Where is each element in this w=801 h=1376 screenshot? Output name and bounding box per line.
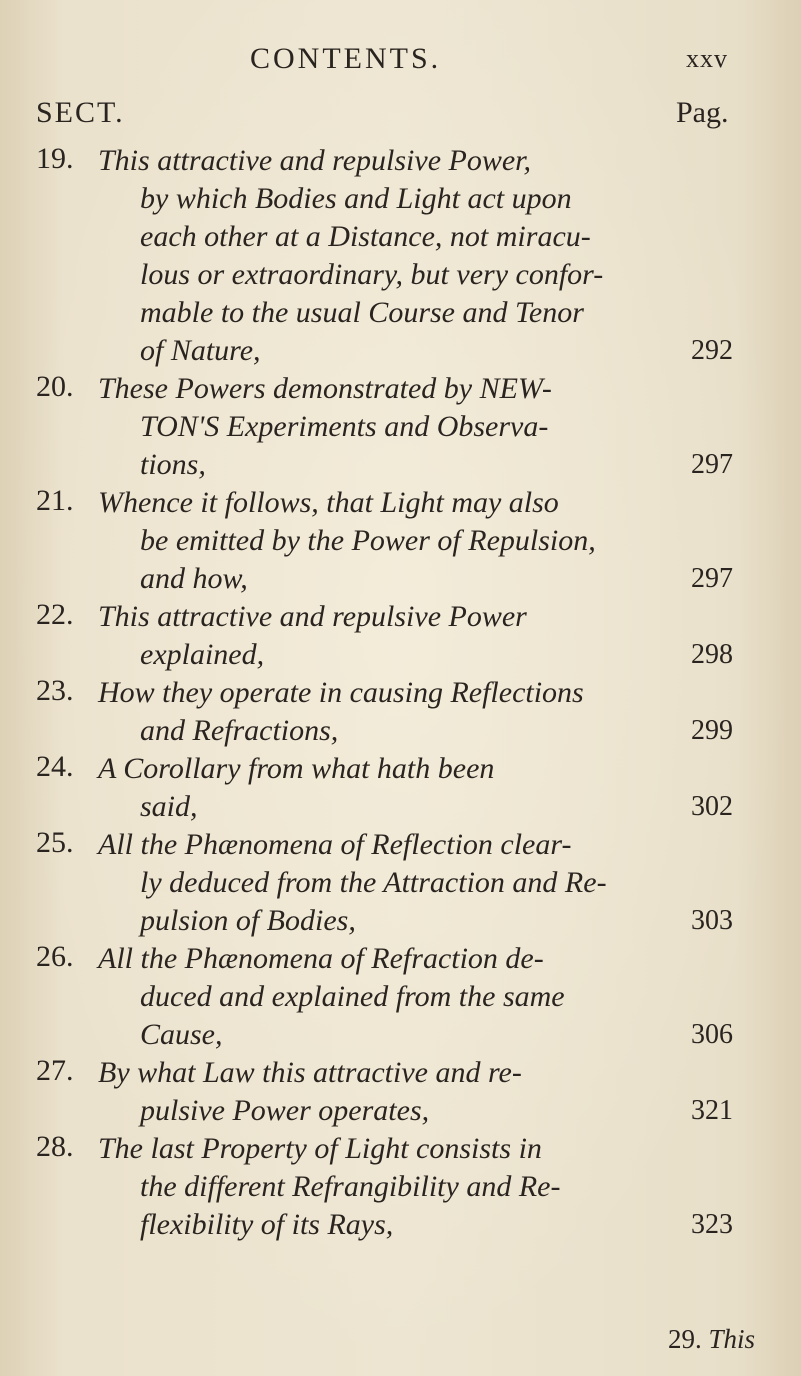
contents-entry (0, 484, 801, 598)
contents-entry (0, 1130, 801, 1244)
entry-text: the different Refrangibility and Re- (140, 1170, 561, 1203)
entry-line (0, 408, 801, 446)
entry-text: by which Bodies and Light act upon (140, 182, 572, 215)
entry-line (0, 1016, 801, 1054)
entry-page-number: 323 (691, 1209, 733, 1240)
entry-line (0, 902, 801, 940)
entry-line (0, 788, 801, 826)
entry-line (0, 446, 801, 484)
entry-line (0, 256, 801, 294)
entry-text: flexibility of its Rays, (140, 1208, 394, 1241)
column-headings (0, 96, 801, 136)
entry-text: lous or extraordinary, but very confor- (140, 258, 604, 291)
catchword-text: This (708, 1324, 756, 1354)
entry-page-number: 321 (691, 1095, 733, 1126)
entry-line (0, 636, 801, 674)
catchword-number: 29. (668, 1324, 702, 1354)
entry-line (0, 294, 801, 332)
entry-line (0, 180, 801, 218)
contents-entry (0, 750, 801, 826)
entry-line (0, 1168, 801, 1206)
entry-page-number: 303 (691, 905, 733, 936)
entry-text: mable to the usual Course and Tenor (140, 296, 584, 329)
entry-line (0, 522, 801, 560)
entry-text: This attractive and repulsive Power, (98, 144, 532, 177)
section-number: 19. (36, 142, 74, 175)
page-header (0, 42, 801, 82)
entry-text: How they operate in causing Reflections (98, 676, 584, 709)
entry-line (0, 332, 801, 370)
section-number: 23. (36, 674, 74, 707)
entry-line (0, 750, 801, 788)
section-column-label: SECT. (36, 96, 125, 129)
contents-entry (0, 674, 801, 750)
entry-text: The last Property of Light consists in (98, 1132, 542, 1165)
section-number: 21. (36, 484, 74, 517)
entry-line (0, 1054, 801, 1092)
entry-line (0, 940, 801, 978)
entry-text: pulsive Power operates, (140, 1094, 430, 1127)
entry-text: By what Law this attractive and re- (98, 1056, 522, 1089)
entry-text: explained, (140, 638, 265, 671)
entry-text: be emitted by the Power of Repulsion, (140, 524, 596, 557)
section-number: 25. (36, 826, 74, 859)
entry-line (0, 142, 801, 180)
page-column-label: Pag. (676, 96, 729, 129)
entry-text: each other at a Distance, not miracu- (140, 220, 591, 253)
section-number: 26. (36, 940, 74, 973)
entry-line (0, 712, 801, 750)
entry-text: These Powers demonstrated by NEW- (98, 372, 552, 405)
entry-text: A Corollary from what hath been (98, 752, 495, 785)
entry-page-number: 297 (691, 563, 733, 594)
entry-line (0, 598, 801, 636)
contents-entry (0, 598, 801, 674)
entry-text: pulsion of Bodies, (140, 904, 356, 937)
contents-list (0, 142, 801, 1244)
section-number: 22. (36, 598, 74, 631)
contents-entry (0, 142, 801, 370)
entry-line (0, 864, 801, 902)
entry-text: Cause, (140, 1018, 223, 1051)
entry-page-number: 302 (691, 791, 733, 822)
contents-entry (0, 1054, 801, 1130)
entry-text: All the Phænomena of Refraction de- (98, 942, 544, 975)
entry-line (0, 1092, 801, 1130)
entry-text: duced and explained from the same (140, 980, 565, 1013)
running-title: CONTENTS. (250, 42, 442, 75)
entry-text: and how, (140, 562, 248, 595)
page-number: xxv (686, 44, 728, 73)
entry-line (0, 370, 801, 408)
section-number: 27. (36, 1054, 74, 1087)
entry-line (0, 978, 801, 1016)
contents-entry (0, 370, 801, 484)
entry-text: of Nature, (140, 334, 261, 367)
entry-line (0, 826, 801, 864)
entry-line (0, 484, 801, 522)
entry-text: TON'S Experiments and Observa- (140, 410, 549, 443)
entry-line (0, 560, 801, 598)
entry-page-number: 299 (691, 715, 733, 746)
entry-page-number: 297 (691, 449, 733, 480)
entry-line (0, 218, 801, 256)
entry-text: All the Phænomena of Reflection clear- (98, 828, 572, 861)
section-number: 28. (36, 1130, 74, 1163)
catchword (668, 1324, 755, 1355)
entry-line (0, 674, 801, 712)
section-number: 20. (36, 370, 74, 403)
entry-page-number: 306 (691, 1019, 733, 1050)
entry-page-number: 298 (691, 639, 733, 670)
section-number: 24. (36, 750, 74, 783)
entry-text: and Refractions, (140, 714, 339, 747)
entry-text: Whence it follows, that Light may also (98, 486, 559, 519)
entry-text: tions, (140, 448, 206, 481)
entry-text: said, (140, 790, 198, 823)
entry-line (0, 1206, 801, 1244)
contents-entry (0, 940, 801, 1054)
entry-text: ly deduced from the Attraction and Re- (140, 866, 607, 899)
entry-page-number: 292 (691, 335, 733, 366)
entry-text: This attractive and repulsive Power (98, 600, 527, 633)
entry-line (0, 1130, 801, 1168)
contents-entry (0, 826, 801, 940)
